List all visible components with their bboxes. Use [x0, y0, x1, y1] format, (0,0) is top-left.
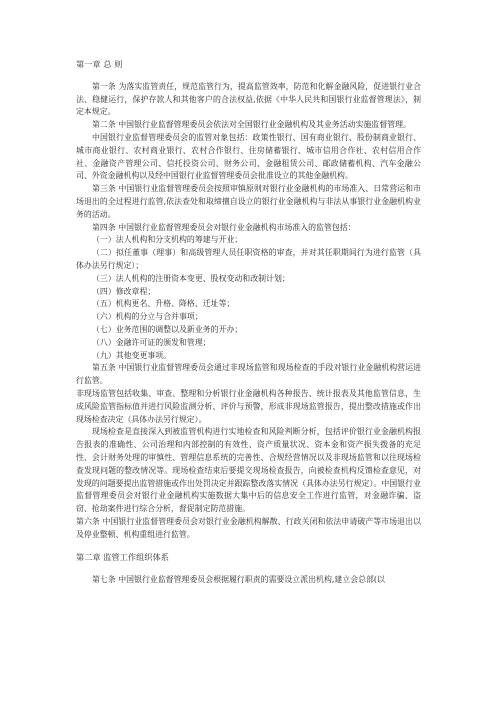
list-item: （五）机构更名、升格、降格、迁址等； — [92, 299, 235, 309]
list-item: （六）机构的分立与合并事项； — [92, 312, 203, 322]
article-2-supervised-entities: 中国银行业监督管理委员会的监管对象包括：政策性银行、国有商业银行、股份制商业银行、城市商业银行、农村商业银行、农村合作银行、住房储蓄银行、城市信用合作社、农村信用合作社、金融资产管理公司、信托投资公司、财务公司、金融租赁公司、邮政储蓄机构、汽车金融公司、外资金融机构以及经中国银行业监督管理委员会批准设立的其他金融机构。 — [76, 132, 421, 181]
onsite-inspection-paragraph: 现场检查是直接深入到被监管机构进行实地检查和风险判断分析，包括评价银行业金融机构报告报表的准确性、公司治理和内部控制的有效性、资产质量状况、资本金和资产损失拨备的充足性、会计财务处理的审慎性、管理信息系统的完善性、合规经营情况以及非现场监管和以往现场检查发现问题的整改情况等。现场检查结束后要提交现场检查报告，向被检查机构反馈检查意见，对发现的问题要提出监管措施或作出处罚决定并跟踪整改落实情况（具体办法另行规定）。中国银行业监督管理委员会对银行业金融机构实施数据大集中后的信息安全工作进行监管，对金融诈骗、盗窃、抢劫案件进行综合分析，督促制定防范措施。 — [76, 427, 421, 514]
article-1: 第一条 为落实监管责任，规范监管行为，提高监管效率，防范和化解金融风险，促进银行业合法、稳健运行，保护存款人和其他客户的合法权益,依据《中华人民共和国银行业监督管理法》，制定本规定。 — [76, 81, 421, 117]
list-item: （四）修改章程； — [92, 286, 156, 296]
list-item: （七）业务范围的调整以及新业务的开办； — [92, 324, 243, 334]
chapter-1-title: 第一章 总 则 — [76, 59, 123, 69]
article-3: 第三条 中国银行业监督管理委员会按照审慎原则对银行业金融机构的市场准入、日常营运和市场退出的全过程进行监管,依法查处和取缔擅自设立的银行业金融机构与非法从事银行业金融机构业务的活动。 — [76, 184, 421, 219]
chapter-2-title: 第二章 监管工作组织体系 — [76, 552, 169, 563]
list-item: （九）其他变更事项。 — [92, 350, 172, 360]
list-item: （八）金融许可证的颁发和管理； — [92, 337, 211, 347]
offsite-supervision-paragraph: 非现场监管包括收集、审查、整理和分析银行业金融机构各种报告、统计报表及其他监管信息，生成风险监管指标值并进行风险监测分析、评价与预警，形成非现场监管报告，提出整改措施或作出现场检查决定（具体办法另行规定）。 — [76, 388, 421, 424]
list-item: （二）拟任董事（理事）和高级管理人员任职资格的审查，并对其任职期间行为进行监管（具体办法另行规定）； — [76, 248, 421, 270]
article-7: 第七条 中国银行业监督管理委员会根据履行职责的需要设立派出机构,建立会总部(以 — [92, 575, 385, 585]
article-2: 第二条 中国银行业监督管理委员会依法对全国银行业金融机构及其业务活动实施监督管理。 — [92, 120, 411, 130]
list-item: （一）法人机构和分支机构的筹建与开业； — [92, 235, 243, 245]
article-4: 第四条 中国银行业监督管理委员会对银行业金融机构市场准入的监管包括： — [92, 222, 356, 232]
article-5: 第五条 中国银行业监督管理委员会通过非现场监管和现场检查的手段对银行业金融机构营运进行监管。 — [76, 363, 421, 386]
document-page — [76, 58, 421, 587]
list-item: （三）法人机构的注册资本变更、股权变动和改制计划； — [92, 273, 290, 283]
article-6: 第六条 中国银行业监督管理委员会对银行业金融机构解散、行政关闭和依法申请破产等市场退出以及停业整顿、机构重组进行监管。 — [76, 516, 421, 539]
